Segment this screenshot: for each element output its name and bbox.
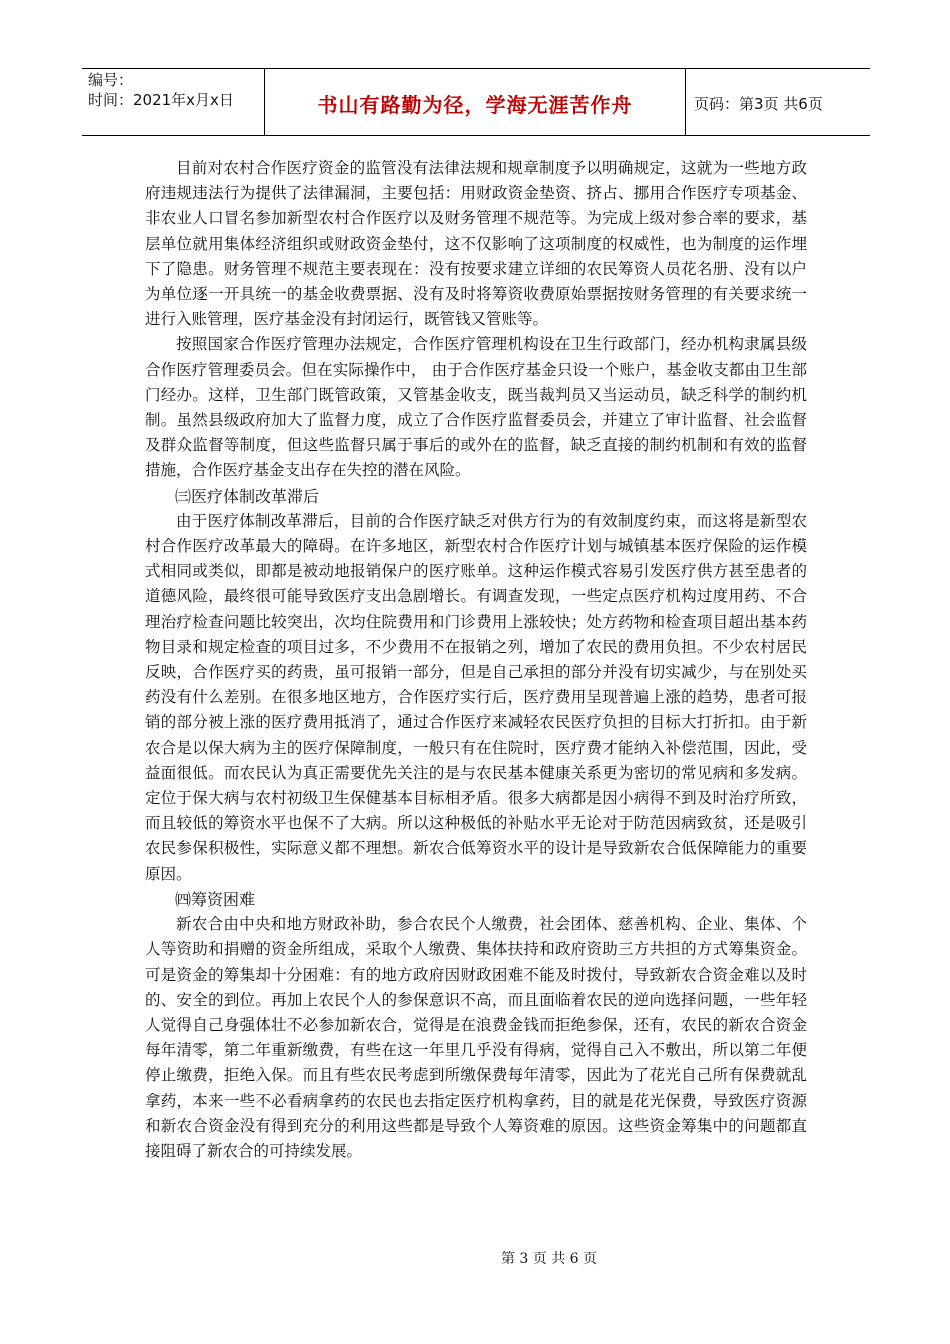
paragraph-4: 新农合由中央和地方财政补助，参合农民个人缴费，社会团体、慈善机构、企业、集体、个人等资助和捐赠的资金所组成，采取个人缴费、集体扶持和政府资助三方共担的方式筹集资金。可是资金的筹集却十分困难：有的地方政府因财政困难不能及时拨付，导致新农合资金难以及时的、安全的到位。再加上农民个人的参保意识不高，而且面临着农民的逆向选择问题，一些年轻人觉得自己身强体壮不必参加新农合，觉得是在浪费金钱而拒绝参保，还有，农民的新农合资金每年清零，第二年重新缴费，有些在这一年里几乎没有得病，觉得自己入不敷出，所以第二年便停止缴费，拒绝入保。而且有些农民考虑到所缴保费每年清零，因此为了花光自己所有保费就乱拿药，本来一些不必看病拿药的农民也去指定医疗机构拿药，目的就是花光保费，导致医疗资源和新农合资金没有得到充分的利用这些都是导致个人筹资难的原因。这些资金筹集中的问题都直接阻碍了新农合的可持续发展。 — [145, 915, 807, 1160]
header-meta-cell — [82, 69, 265, 135]
document-time-label: 时间：2021年x月x日 — [88, 91, 234, 109]
header-page-cell — [686, 69, 870, 135]
page-header — [82, 68, 870, 136]
section-heading-3: ㈢医疗体制改革滞后 — [175, 486, 320, 506]
header-page-number: 页码：第3页 共6页 — [694, 95, 823, 113]
section-heading-4: ㈣筹资困难 — [175, 889, 256, 909]
page-footer: 第 3 页 共 6 页 — [500, 1251, 598, 1267]
header-motto-cell — [265, 69, 686, 135]
header-motto: 书山有路勤为径，学海无涯苦作舟 — [317, 93, 633, 117]
document-number-label: 编号： — [88, 71, 134, 89]
paragraph-2: 按照国家合作医疗管理办法规定，合作医疗管理机构设在卫生行政部门，经办机构隶属县级合作医疗管理委员会。但在实际操作中， 由于合作医疗基金只设一个账户，基金收支都由卫生部门经办。这样，卫生部门既管政策，又管基金收支，既当裁判员又当运动员，缺乏科学的制约机制。虽然县级政府加大了监督力度，成立了合作医疗监督委员会，并建立了审计监督、社会监督及群众监督等制度，但这些监督只属于事后的或外在的监督，缺乏直接的制约机制和有效的监督措施，合作医疗基金支出存在失控的潜在风险。 — [145, 335, 807, 480]
document-body — [145, 156, 807, 1164]
paragraph-1: 目前对农村合作医疗资金的监管没有法律法规和规章制度予以明确规定，这就为一些地方政府违规违法行为提供了法律漏洞，主要包括：用财政资金垫资、挤占、挪用合作医疗专项基金、非农业人口冒名参加新型农村合作医疗以及财务管理不规范等。为完成上级对参合率的要求，基层单位就用集体经济组织或财政资金垫付，这不仅影响了这项制度的权威性，也为制度的运作埋下了隐患。财务管理不规范主要表现在：没有按要求建立详细的农民筹资人员花名册、没有以户为单位逐一开具统一的基金收费票据、没有及时将筹资收费原始票据按财务管理的有关要求统一进行入账管理，医疗基金没有封闭运行，既管钱又管账等。 — [145, 159, 807, 329]
paragraph-3: 由于医疗体制改革滞后，目前的合作医疗缺乏对供方行为的有效制度约束，而这将是新型农村合作医疗改革最大的障碍。在许多地区，新型农村合作医疗计划与城镇基本医疗保险的运作模式相同或类似，即都是被动地报销保户的医疗账单。这种运作模式容易引发医疗供方甚至患者的道德风险，最终很可能导致医疗支出急剧增长。有调查发现，一些定点医疗机构过度用药、不合理治疗检查问题比较突出，次均住院费用和门诊费用上涨较快；处方药物和检查项目超出基本药物目录和规定检查的项目过多，不少费用不在报销之列，增加了农民的费用负担。不少农村居民反映，合作医疗买的药贵，虽可报销一部分，但是自己承担的部分并没有切实减少，与在别处买药没有什么差别。在很多地区地方，合作医疗实行后，医疗费用呈现普遍上涨的趋势，患者可报销的部分被上涨的医疗费用抵消了，通过合作医疗来减轻农民医疗负担的目标大打折扣。由于新农合是以保大病为主的医疗保障制度，一般只有在住院时，医疗费才能纳入补偿范围，因此，受益面很低。而农民认为真正需要优先关注的是与农民基本健康关系更为密切的常见病和多发病。定位于保大病与农村初级卫生保健基本目标相矛盾。很多大病都是因小病得不到及时治疗所致，而且较低的筹资水平也保不了大病。所以这种极低的补贴水平无论对于防范因病致贫，还是吸引农民参保积极性，实际意义都不理想。新农合低筹资水平的设计是导致新农合低保障能力的重要原因。 — [145, 511, 807, 883]
